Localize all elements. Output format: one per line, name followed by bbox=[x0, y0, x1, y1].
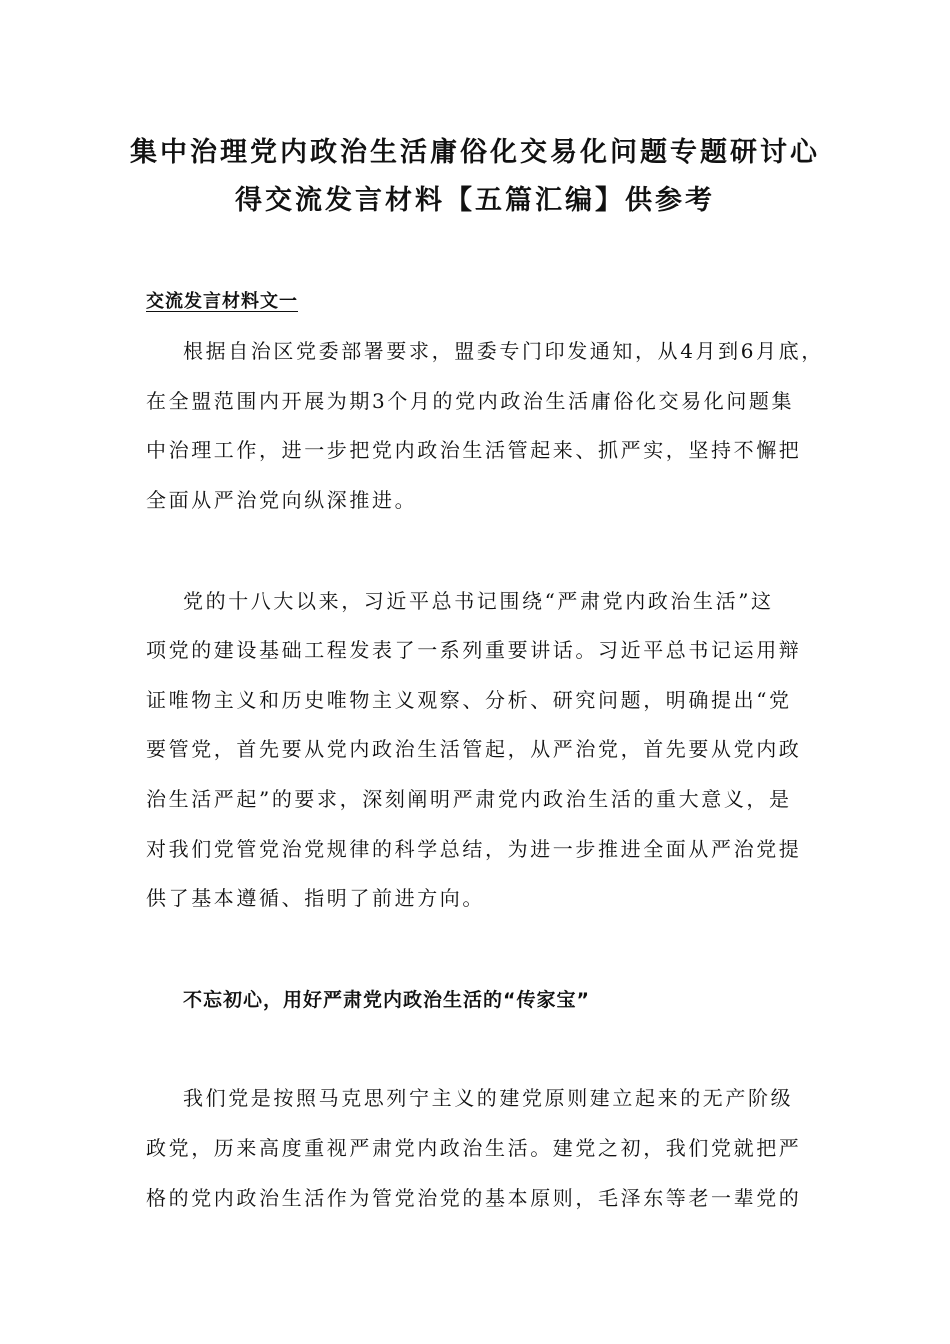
document-title-line-2: 得交流发言材料【五篇汇编】供参考 bbox=[235, 185, 715, 216]
paragraph-2-line: 党的十八大以来，习近平总书记围绕“严肃党内政治生活”这 bbox=[183, 589, 774, 613]
paragraph-3-line: 政党，历来高度重视严肃党内政治生活。建党之初，我们党就把严 bbox=[146, 1136, 802, 1160]
paragraph-1-line: 在全盟范围内开展为期3个月的党内政治生活庸俗化交易化问题集 bbox=[146, 389, 795, 413]
document-title-line-1: 集中治理党内政治生活庸俗化交易化问题专题研讨心 bbox=[130, 137, 820, 168]
paragraph-2-line: 供了基本遵循、指明了前进方向。 bbox=[146, 886, 485, 910]
paragraph-2-line: 对我们党管党治党规律的科学总结，为进一步推进全面从严治党提 bbox=[146, 837, 802, 861]
paragraph-2-line: 要管党，首先要从党内政治生活管起，从严治党，首先要从党内政 bbox=[146, 737, 802, 761]
section-subheading: 不忘初心，用好严肃党内政治生活的“传家宝” bbox=[183, 989, 590, 1011]
paragraph-2-line: 治生活严起”的要求，深刻阐明严肃党内政治生活的重大意义，是 bbox=[146, 787, 792, 811]
section-label: 交流发言材料文一 bbox=[146, 291, 298, 312]
paragraph-3-line: 我们党是按照马克思列宁主义的建党原则建立起来的无产阶级 bbox=[183, 1086, 794, 1110]
paragraph-1-line: 根据自治区党委部署要求，盟委专门印发通知，从4月到6月底， bbox=[183, 339, 824, 363]
paragraph-1-line: 中治理工作，进一步把党内政治生活管起来、抓严实，坚持不懈把 bbox=[146, 438, 802, 462]
paragraph-3-line: 格的党内政治生活作为管党治党的基本原则，毛泽东等老一辈党的 bbox=[146, 1186, 802, 1210]
paragraph-1-line: 全面从严治党向纵深推进。 bbox=[146, 488, 418, 512]
paragraph-2-line: 证唯物主义和历史唯物主义观察、分析、研究问题，明确提出“党 bbox=[146, 688, 792, 712]
paragraph-2-line: 项党的建设基础工程发表了一系列重要讲话。习近平总书记运用辩 bbox=[146, 638, 802, 662]
